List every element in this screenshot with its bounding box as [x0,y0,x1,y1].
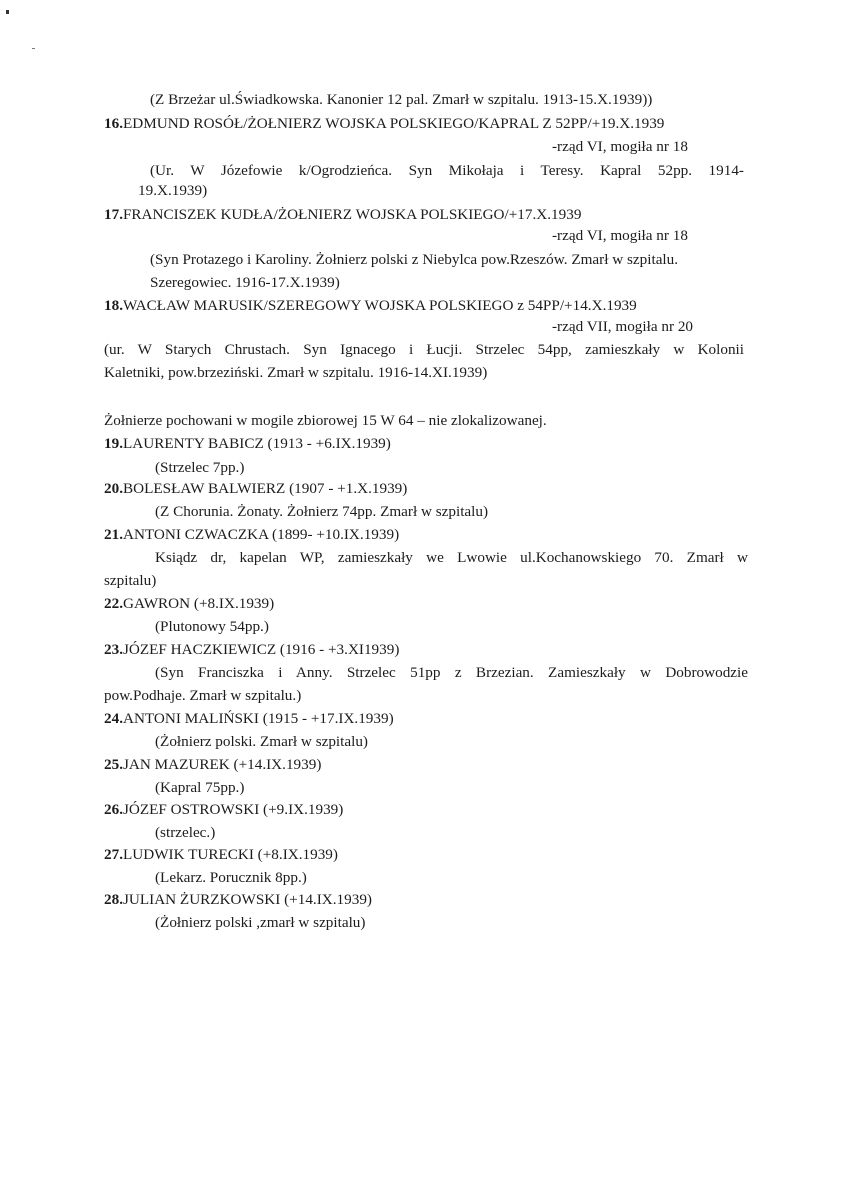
entry-16-grave-location: -rząd VI, mogiła nr 18 [552,138,688,155]
entry-26-note: (strzelec.) [155,824,216,841]
section-heading: Żołnierze pochowani w mogile zbiorowej 15 W 64 – nie zlokalizowanej. [104,412,547,429]
entry-18-note: (ur. W Starych Chrustach. Syn Ignacego i Łucji. Strzelec 54pp, zamieszkały w Kolonii [104,341,744,358]
entry-20-note: (Z Chorunia. Żonaty. Żołnierz 74pp. Zmarł w szpitalu) [155,503,489,520]
entry-17-heading: 17.FRANCISZEK KUDŁA/ŻOŁNIERZ WOJSKA POLSKIEGO/+17.X.1939 [104,206,582,223]
entry-28-note: (Żołnierz polski ,zmarł w szpitalu) [155,914,366,931]
entry-21-note-cont: szpitalu) [104,572,157,589]
entry-18-grave-location: -rząd VII, mogiła nr 20 [552,318,694,335]
entry-16-heading: 16.EDMUND ROSÓŁ/ŻOŁNIERZ WOJSKA POLSKIEGO/KAPRAL Z 52PP/+19.X.1939 [104,115,665,132]
entry-17-note: (Syn Protazego i Karoliny. Żołnierz polski z Niebylca pow.Rzeszów. Zmarł w szpitalu. [150,251,679,268]
entry-19-heading: 19.LAURENTY BABICZ (1913 - +6.IX.1939) [104,435,391,452]
scan-speck [6,10,9,14]
entry-27-heading: 27.LUDWIK TURECKI (+8.IX.1939) [104,846,338,863]
entry-25-note: (Kapral 75pp.) [155,779,245,796]
entry-21-heading: 21.ANTONI CZWACZKA (1899- +10.IX.1939) [104,526,400,543]
entry-19-note: (Strzelec 7pp.) [155,459,245,476]
entry-16-note: (Ur. W Józefowie k/Ogrodzieńca. Syn Mikołaja i Teresy. Kapral 52pp. 1914- [150,162,744,179]
entry-note: (Z Brzeżar ul.Świadkowska. Kanonier 12 pal. Zmarł w szpitalu. 1913-15.X.1939)) [150,91,653,108]
entry-22-note: (Plutonowy 54pp.) [155,618,269,635]
entry-23-note: (Syn Franciszka i Anny. Strzelec 51pp z Brzezian. Zamieszkały w Dobrowodzie [155,664,748,681]
entry-18-heading: 18.WACŁAW MARUSIK/SZEREGOWY WOJSKA POLSKIEGO z 54PP/+14.X.1939 [104,297,637,314]
entry-18-note-cont: Kaletniki, pow.brzeziński. Zmarł w szpitalu. 1916-14.XI.1939) [104,364,488,381]
entry-27-note: (Lekarz. Porucznik 8pp.) [155,869,307,886]
scan-speck [32,48,35,49]
entry-17-note-cont: Szeregowiec. 1916-17.X.1939) [150,274,340,291]
entry-22-heading: 22.GAWRON (+8.IX.1939) [104,595,275,612]
entry-23-note-cont: pow.Podhaje. Zmarł w szpitalu.) [104,687,302,704]
entry-20-heading: 20.BOLESŁAW BALWIERZ (1907 - +1.X.1939) [104,480,408,497]
entry-26-heading: 26.JÓZEF OSTROWSKI (+9.IX.1939) [104,801,344,818]
entry-23-heading: 23.JÓZEF HACZKIEWICZ (1916 - +3.XI1939) [104,641,400,658]
entry-25-heading: 25.JAN MAZUREK (+14.IX.1939) [104,756,322,773]
entry-24-note: (Żołnierz polski. Zmarł w szpitalu) [155,733,368,750]
entry-17-grave-location: -rząd VI, mogiła nr 18 [552,227,688,244]
entry-21-note: Ksiądz dr, kapelan WP, zamieszkały we Lwowie ul.Kochanowskiego 70. Zmarł w [155,549,748,566]
entry-28-heading: 28.JULIAN ŻURZKOWSKI (+14.IX.1939) [104,891,372,908]
entry-16-note-cont: 19.X.1939) [138,182,208,199]
entry-24-heading: 24.ANTONI MALIŃSKI (1915 - +17.IX.1939) [104,710,394,727]
